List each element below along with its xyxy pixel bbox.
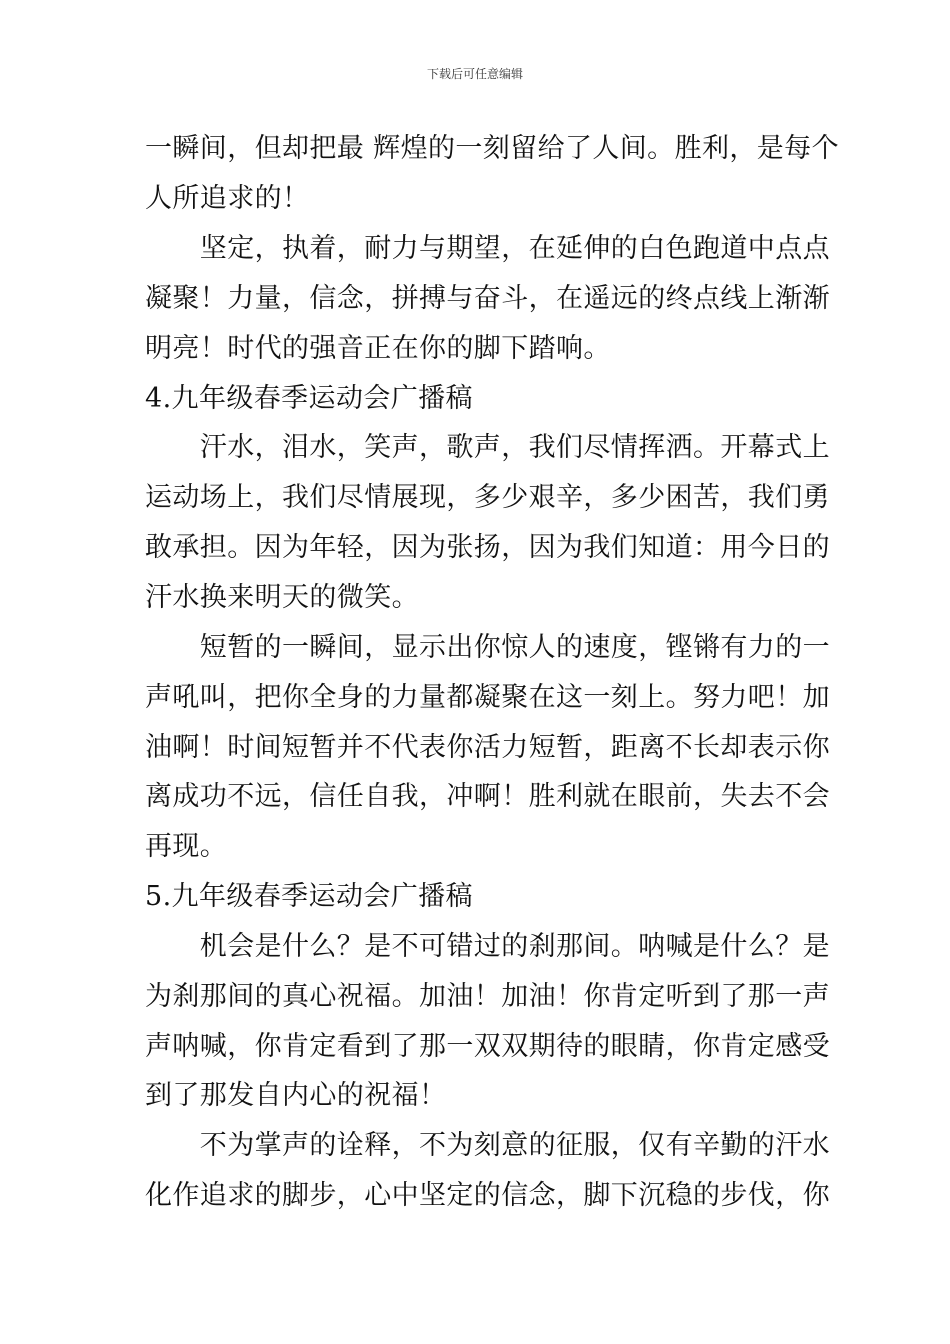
- text-line: 敢承担。因为年轻，因为张扬，因为我们知道：用今日的: [145, 532, 830, 563]
- text-line: 声呐喊，你肯定看到了那一双双期待的眼睛，你肯定感受: [145, 1031, 830, 1062]
- text-line: 坚定，执着，耐力与期望，在延伸的白色跑道中点点: [145, 233, 830, 264]
- text-line: 明亮！时代的强音正在你的脚下踏响。: [145, 333, 611, 364]
- text-line: 不为掌声的诠释，不为刻意的征服，仅有辛勤的汗水: [145, 1130, 830, 1161]
- text-line: 汗水，泪水，笑声，歌声，我们尽情挥洒。开幕式上: [145, 432, 830, 463]
- text-line: 凝聚！力量，信念，拼搏与奋斗，在遥远的终点线上渐渐: [145, 283, 830, 314]
- text-line: 汗水换来明天的微笑。: [145, 582, 419, 613]
- text-line: 声吼叫，把你全身的力量都凝聚在这一刻上。努力吧！加: [145, 682, 830, 713]
- text-line: 运动场上，我们尽情展现，多少艰辛，多少困苦，我们勇: [145, 482, 830, 513]
- text-line: 为刹那间的真心祝福。加油！加油！你肯定听到了那一声: [145, 981, 830, 1012]
- text-line: 到了那发自内心的祝福！: [145, 1080, 447, 1111]
- text-line: 短暂的一瞬间，显示出你惊人的速度，铿锵有力的一: [145, 632, 830, 663]
- page-header: 下载后可任意编辑: [426, 67, 523, 81]
- text-line: 离成功不远，信任自我，冲啊！胜利就在眼前，失去不会: [145, 781, 830, 812]
- text-line: 再现。: [145, 831, 228, 862]
- section-heading: 5.九年级春季运动会广播稿: [145, 881, 473, 912]
- text-line: 化作追求的脚步，心中坚定的信念，脚下沉稳的步伐，你: [145, 1180, 830, 1211]
- text-line: 人所追求的！: [145, 183, 310, 214]
- text-line: 一瞬间，但却把最 辉煌的一刻留给了人间。胜利，是每个: [145, 133, 839, 164]
- text-line: 机会是什么？是不可错过的刹那间。呐喊是什么？是: [145, 931, 830, 962]
- text-line: 油啊！时间短暂并不代表你活力短暂，距离不长却表示你: [145, 732, 830, 763]
- section-heading: 4.九年级春季运动会广播稿: [145, 383, 473, 414]
